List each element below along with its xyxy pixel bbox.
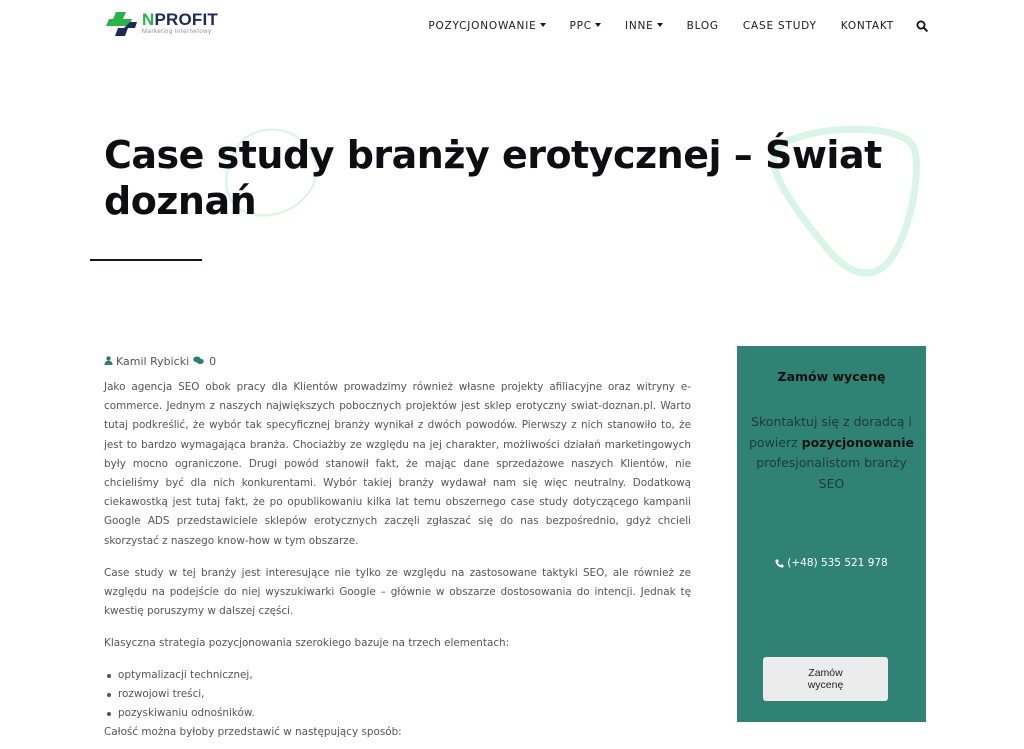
site-header: [0, 0, 1024, 56]
main-nav: [428, 20, 928, 32]
logo-tagline: Marketing Internetowy: [142, 29, 212, 35]
list-item: pozyskiwaniu odnośników.: [104, 704, 691, 723]
quote-sidebar: [737, 346, 926, 722]
logo-name: NPROFIT: [142, 10, 219, 29]
nav-item-blog[interactable]: [687, 20, 719, 32]
comments-icon: [193, 355, 204, 368]
search-icon[interactable]: [916, 20, 928, 32]
caret-down-icon: [540, 23, 546, 27]
user-icon: [104, 355, 113, 368]
sidebar-text-bold: pozycjonowanie: [801, 434, 915, 450]
post-meta: [104, 355, 216, 368]
nav-item-pozycjonowanie[interactable]: [428, 20, 545, 32]
nav-label: INNE: [624, 20, 654, 32]
logo[interactable]: [104, 10, 224, 40]
comments-count[interactable]: 0: [209, 355, 217, 368]
article-paragraph: Jako agencja SEO obok pracy dla Klientów prowadzimy również własne projekty afiliacyjne oraz witryny e-commerce. Jednym z naszych największych pobocznych projektów jest sklep erotyczny swiat-doznan.pl. Warto tutaj podkreślić, że wybór tak specyficznej branży wynikał z dwóch powodów. Pierwszy z nich stanowiło to, że jest to bardzo wymagająca branża. Chociażby ze względu na jej charakter, możliwości działań marketingowych były mocno ograniczone. Drugi powód stanowił fakt, że mając dane sprzedażowe naszych Klientów, nie chcieliśmy być dla nich konkurentami. Wybór takiej branży wydawał nam się więc neutralny. Dodatkową ciekawostką jest tutaj fakt, że po opublikowaniu kilka lat temu obszernego case study dotyczącego kampanii Google ADS przedstawiciele sklepów erotycznych zaczęli zgłaszać się do nas bezpośrednio, gdyż chcieli skorzystać z naszego know-how w tym obszarze.: [104, 381, 691, 547]
page-title: Case study branży erotycznej – Świat doznań: [104, 133, 882, 223]
list-item: optymalizacji technicznej,: [104, 666, 691, 685]
sidebar-text: [747, 412, 916, 494]
article-paragraph: Całość można byłoby przedstawić w następujący sposób:: [104, 726, 402, 739]
article-paragraph: Klasyczna strategia pozycjonowania szerokiego bazuje na trzech elementach:: [104, 637, 510, 650]
sidebar-title: Zamów wycenę: [777, 369, 886, 384]
nav-item-ppc[interactable]: [570, 20, 601, 32]
article-body: [104, 378, 691, 749]
nav-label: BLOG: [686, 20, 719, 32]
nav-item-case-study[interactable]: [743, 20, 817, 32]
sidebar-text-before: Skontaktuj się z doradcą i powierz: [748, 414, 912, 450]
nav-label: POZYCJONOWANIE: [428, 20, 537, 32]
nav-item-kontakt[interactable]: [841, 20, 894, 32]
sidebar-phone[interactable]: [737, 557, 926, 569]
nav-label: KONTAKT: [840, 20, 894, 32]
nav-label: CASE STUDY: [742, 20, 817, 32]
nav-item-inne[interactable]: [625, 20, 663, 32]
caret-down-icon: [657, 23, 663, 27]
logo-cross-icon: [104, 10, 138, 38]
title-divider: [90, 259, 202, 261]
author-link[interactable]: Kamil Rybicki: [116, 355, 190, 368]
list-item: rozwojowi treści,: [104, 685, 691, 704]
order-quote-button[interactable]: Zamów wycenę: [763, 657, 888, 701]
phone-icon: [775, 559, 784, 568]
strategy-list: [104, 666, 691, 724]
phone-number: (+48) 535 521 978: [787, 557, 888, 569]
nav-label: PPC: [569, 20, 592, 32]
sidebar-text-after: profesjonalistom branży SEO: [756, 455, 907, 491]
article-paragraph: Case study w tej branży jest interesujące nie tylko ze względu na zastosowane taktyki SEO, ale również ze względu na podejście do niej wyszukiwarki Google – głównie w obszarze dostosowania do intencji. Jednak tę kwestię poruszymy w dalszej części.: [104, 566, 691, 618]
caret-down-icon: [595, 23, 601, 27]
